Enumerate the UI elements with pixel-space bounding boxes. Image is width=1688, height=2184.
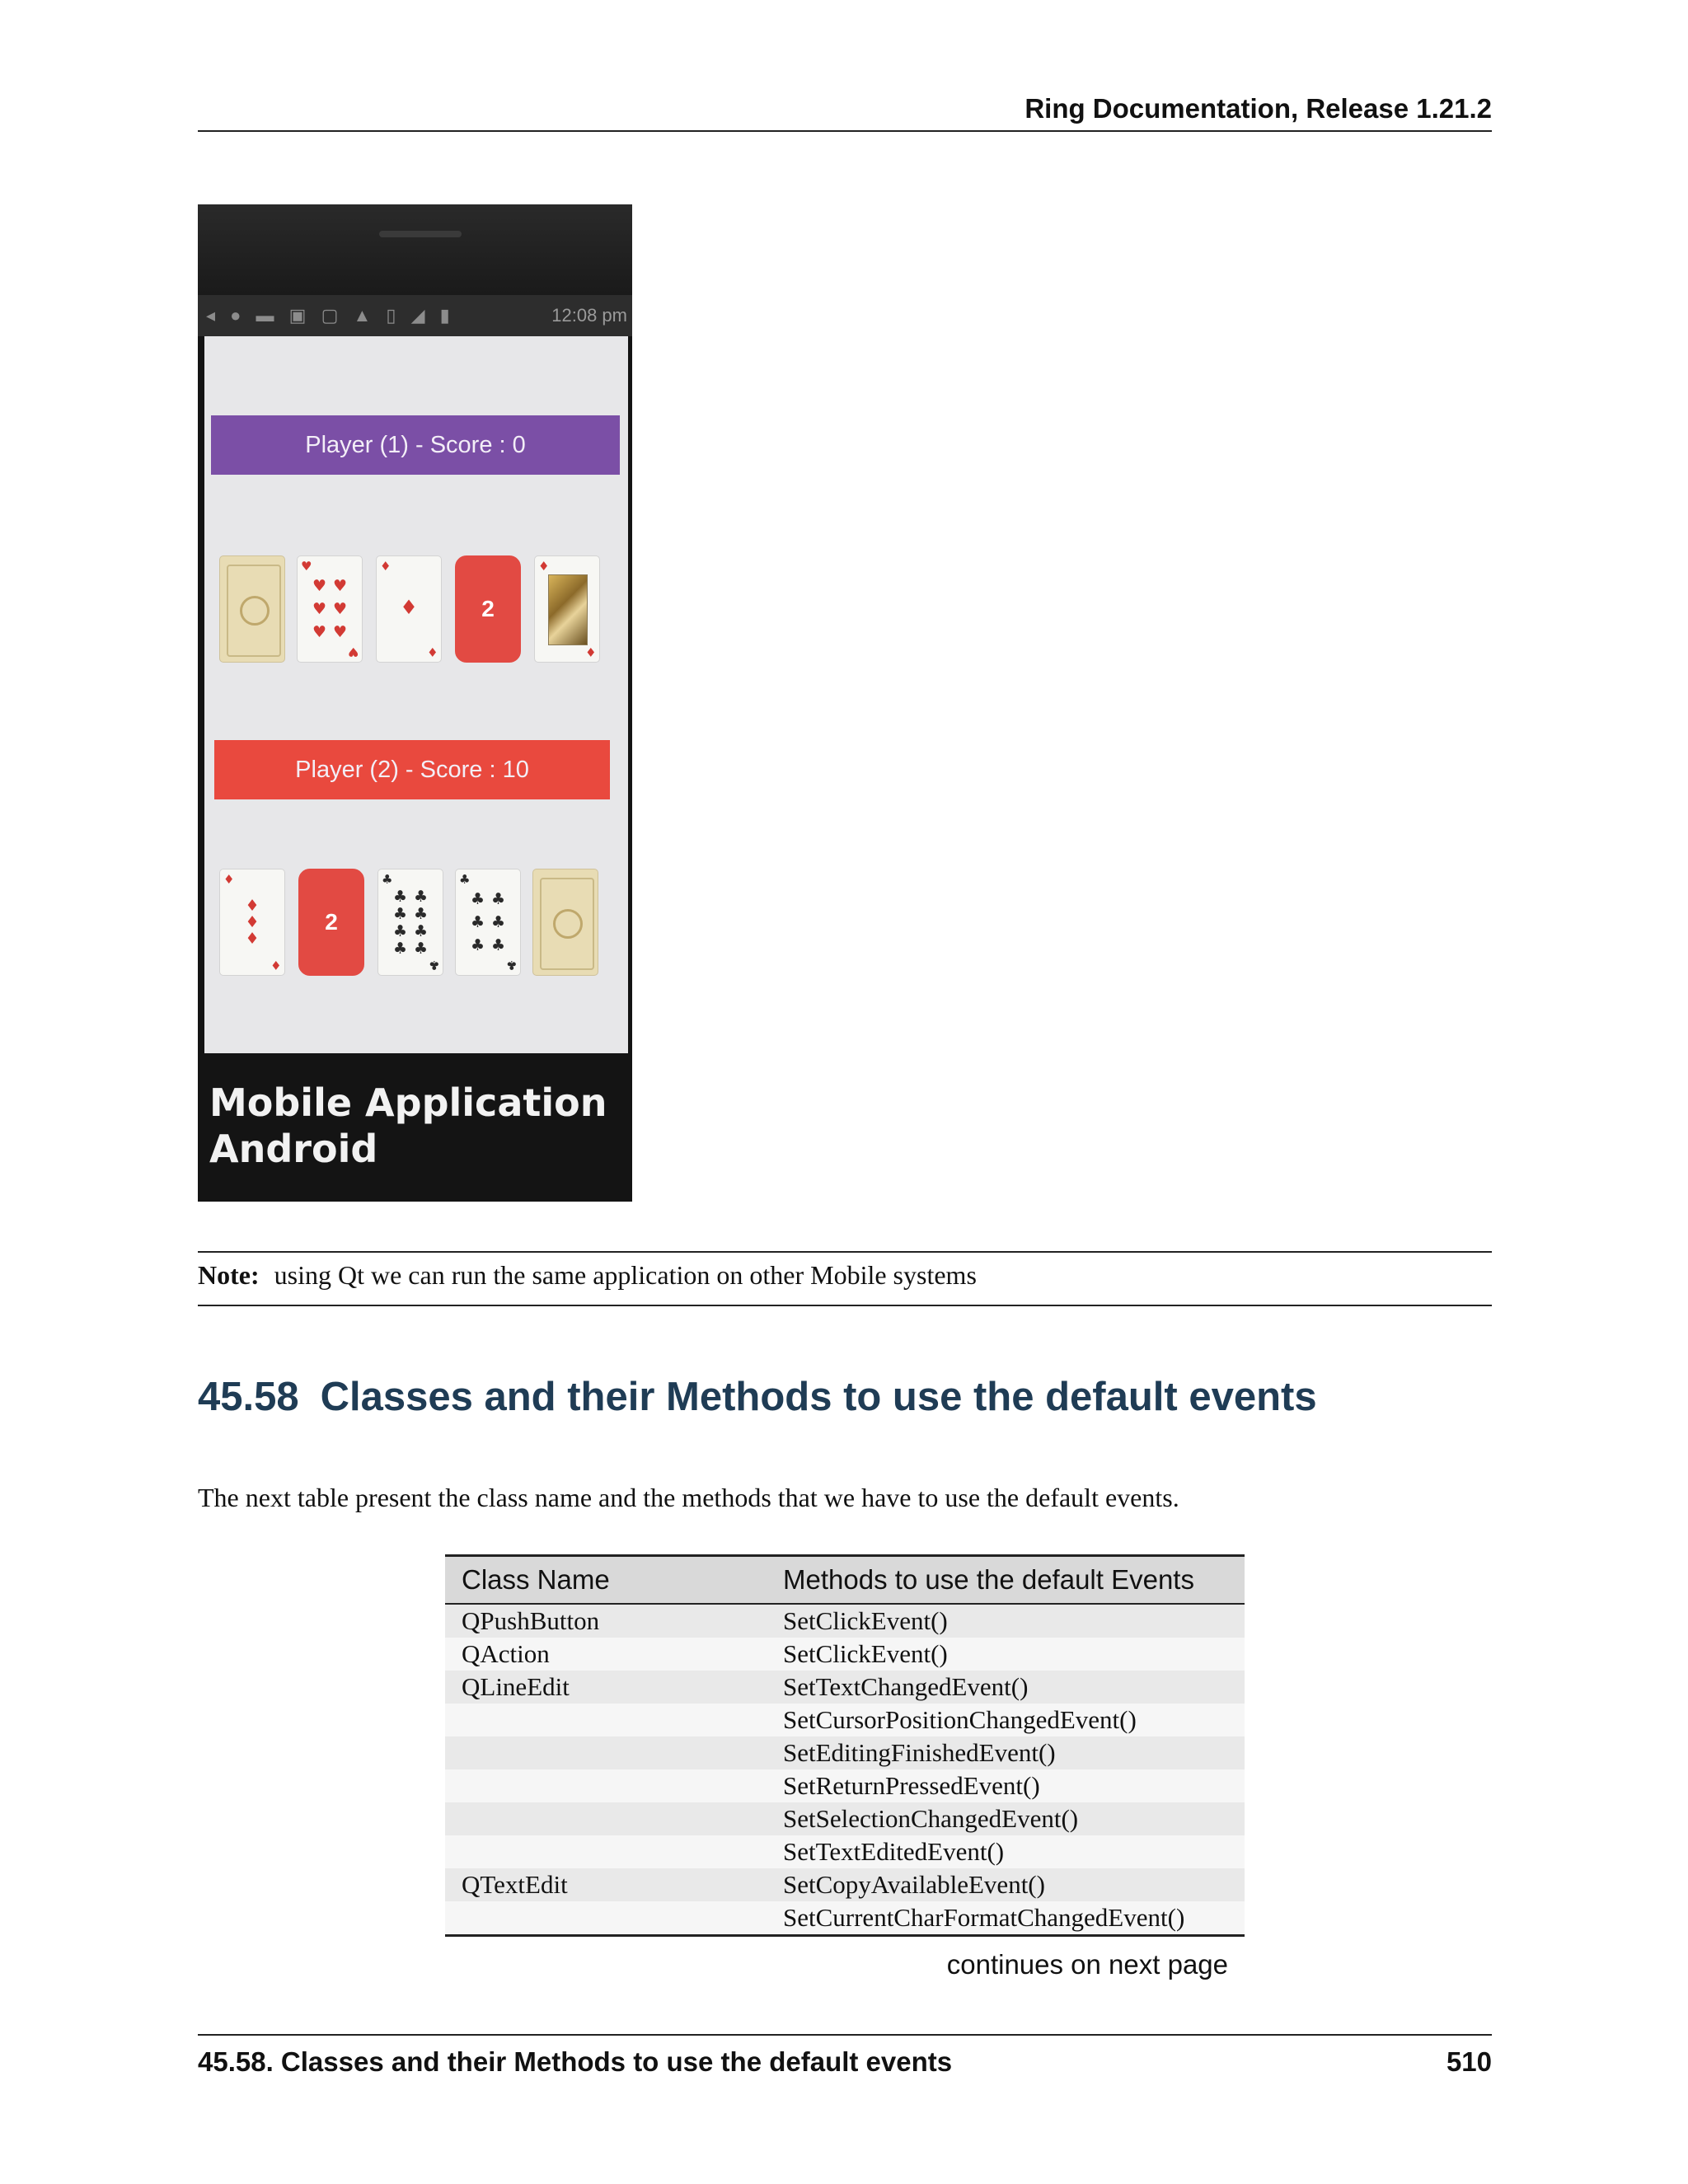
- table-row: [445, 1604, 1245, 1638]
- card-pips: ♥ ♥ ♥ ♥ ♥ ♥: [312, 577, 348, 641]
- status-icons: ◂ ● ▬ ▣ ▢ ▲ ▯ ◢ ▮: [206, 305, 455, 326]
- status-time: 12:08 pm: [551, 305, 627, 326]
- card-value: 2: [325, 909, 338, 935]
- note-bottom-rule: [198, 1305, 1492, 1306]
- diamond-icon: ♦: [400, 596, 418, 619]
- table-row: [445, 1835, 1245, 1868]
- table-row: [445, 1901, 1245, 1936]
- note-top-rule: [198, 1251, 1492, 1253]
- card-corner: ♦: [270, 958, 281, 972]
- phone-top-bezel: [198, 204, 632, 295]
- note-text: using Qt we can run the same application on other Mobile systems: [274, 1260, 977, 1290]
- player2-card-clubs: [455, 869, 521, 976]
- class-name-cell: [445, 1802, 767, 1835]
- table-header-row: [445, 1556, 1245, 1605]
- card-corner: ♦: [426, 644, 438, 659]
- section-number: 45.58: [198, 1375, 299, 1419]
- player1-card-two: [455, 555, 521, 663]
- player1-card-hearts: [297, 555, 363, 663]
- footer-section-label: 45.58. Classes and their Methods to use the default events: [198, 2046, 953, 2077]
- phone-speaker: [379, 231, 462, 237]
- card-back-pattern: [227, 565, 281, 657]
- table-row: [445, 1704, 1245, 1736]
- table-row: [445, 1638, 1245, 1671]
- class-name-cell: [445, 1769, 767, 1802]
- card-corner: ♥: [301, 559, 312, 574]
- class-name-cell: QPushButton: [445, 1604, 767, 1638]
- method-cell: SetCursorPositionChangedEvent(): [767, 1704, 1245, 1736]
- method-cell: SetTextEditedEvent(): [767, 1835, 1245, 1868]
- player2-card-back: [532, 869, 598, 976]
- player2-card-two: [298, 869, 364, 976]
- card-corner: ♣: [505, 958, 517, 972]
- card-pips: ♣ ♣ ♣ ♣ ♣ ♣: [470, 890, 506, 954]
- table-row: [445, 1802, 1245, 1835]
- class-name-cell: QLineEdit: [445, 1671, 767, 1704]
- caption-line-1: Mobile Application: [209, 1080, 607, 1125]
- player1-banner: Player (1) - Score : 0: [211, 415, 620, 475]
- card-value: 2: [481, 596, 495, 621]
- card-corner: ♣: [428, 958, 439, 972]
- card-corner: ♣: [382, 872, 393, 887]
- status-bar: [198, 295, 632, 336]
- face-card-picture: [548, 574, 588, 645]
- method-cell: SetClickEvent(): [767, 1638, 1245, 1671]
- note-label: Note:: [198, 1260, 260, 1290]
- player1-card-face: [534, 555, 600, 663]
- page-number: 510: [1446, 2046, 1492, 2077]
- table-row: [445, 1769, 1245, 1802]
- section-heading: [198, 1372, 1492, 1422]
- method-cell: SetTextChangedEvent(): [767, 1671, 1245, 1704]
- player2-banner: Player (2) - Score : 10: [214, 740, 610, 799]
- card-corner: ♥: [347, 644, 359, 659]
- continues-note: continues on next page: [946, 1949, 1228, 1980]
- class-name-cell: QAction: [445, 1638, 767, 1671]
- card-corner: ♦: [584, 644, 596, 659]
- method-cell: SetEditingFinishedEvent(): [767, 1736, 1245, 1769]
- section-title: Classes and their Methods to use the default events: [320, 1375, 1317, 1419]
- method-cell: SetSelectionChangedEvent(): [767, 1802, 1245, 1835]
- running-header: Ring Documentation, Release 1.21.2: [1025, 93, 1492, 124]
- card-back-pattern: [540, 878, 594, 970]
- class-name-cell: QTextEdit: [445, 1868, 767, 1901]
- header-rule: [198, 130, 1492, 132]
- card-corner: ♦: [538, 559, 550, 574]
- card-corner: ♣: [459, 872, 471, 887]
- note-box: [198, 1258, 977, 1291]
- method-cell: SetReturnPressedEvent(): [767, 1769, 1245, 1802]
- app-screen: [204, 336, 628, 1053]
- method-cell: SetCurrentCharFormatChangedEvent(): [767, 1901, 1245, 1936]
- figure-caption: [209, 1080, 607, 1172]
- methods-table: [445, 1554, 1245, 1937]
- player2-card-diamonds: [219, 869, 285, 976]
- card-corner: ♦: [223, 872, 235, 887]
- method-cell: SetClickEvent(): [767, 1604, 1245, 1638]
- class-name-cell: [445, 1901, 767, 1936]
- card-pips: ♦ ♦ ♦: [245, 897, 260, 948]
- class-name-cell: [445, 1704, 767, 1736]
- card-pips: ♣ ♣ ♣ ♣ ♣ ♣ ♣ ♣: [392, 887, 429, 958]
- caption-line-2: Android: [209, 1127, 378, 1171]
- player1-card-diamond: [376, 555, 442, 663]
- table-row: [445, 1671, 1245, 1704]
- table-row: [445, 1868, 1245, 1901]
- class-name-cell: [445, 1835, 767, 1868]
- player1-card-back: [219, 555, 285, 663]
- card-corner: ♦: [380, 559, 392, 574]
- footer-rule: [198, 2034, 1492, 2036]
- method-cell: SetCopyAvailableEvent(): [767, 1868, 1245, 1901]
- class-name-cell: [445, 1736, 767, 1769]
- player2-card-clubs-many: [377, 869, 443, 976]
- table-row: [445, 1736, 1245, 1769]
- column-header-methods: Methods to use the default Events: [767, 1556, 1245, 1605]
- column-header-class-name: Class Name: [445, 1556, 767, 1605]
- section-intro-paragraph: The next table present the class name and the methods that we have to use the default events.: [198, 1483, 1179, 1512]
- android-screenshot-figure: [198, 204, 632, 1202]
